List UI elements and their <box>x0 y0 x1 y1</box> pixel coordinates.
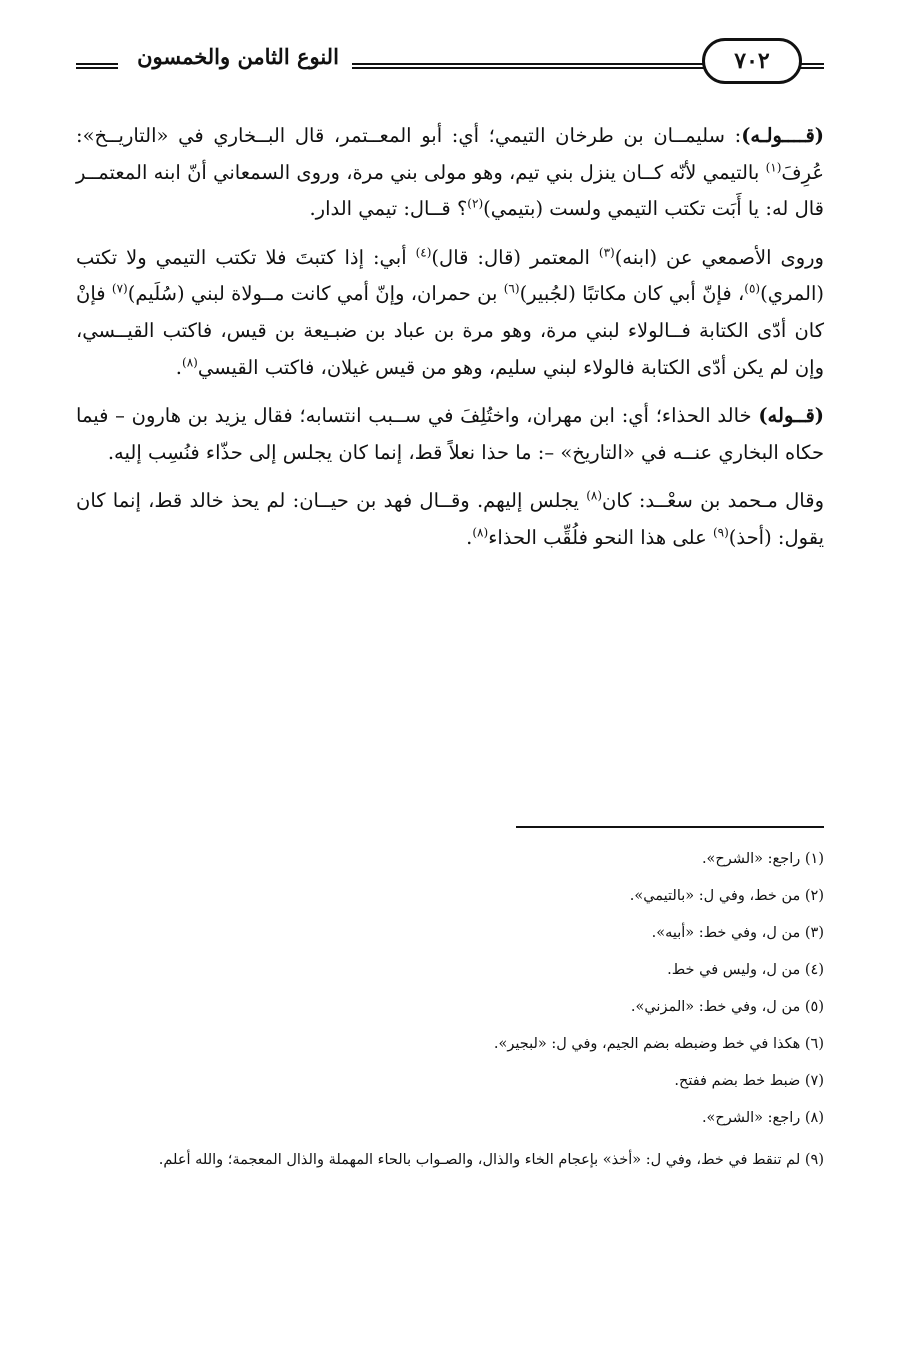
text-segment: بالتيمي لأنّه كــان ينزل بني تيم، وهو مولى بني مرة، وروى السمعاني أنّ ابنه المعتمــر قال له: يا أَبَت تكتب التيمي ولست (بتيمي) <box>76 160 824 221</box>
text-segment: يجلس إليهم. وقــال فهد بن حيــان: لم يحذ خالد قط، إنما كان يقول: (أحذ) <box>76 489 824 549</box>
section-title: النوع الثامن والخمسون <box>137 44 339 69</box>
text-segment: بن حمران، وإنّ أمي كانت مــولاة لبني (سُلَيم) <box>127 282 504 306</box>
text-segment: المعتمر (قال: قال) <box>431 245 599 269</box>
footnote-ref: (٥) <box>744 281 761 296</box>
footnote: (٦) هكذا في خط وضبطه بضم الجيم، وفي ل: «لبجير». <box>493 1036 824 1052</box>
text-segment: . <box>466 525 473 549</box>
footnote: (١) راجع: «الشرح». <box>701 851 824 867</box>
header-rule-right <box>800 63 824 69</box>
footnote: (٤) من ل، وليس في خط. <box>667 962 824 978</box>
footnote: (٢) من خط، وفي ل: «بالتيمي». <box>629 888 824 904</box>
lead-word: (قــوله) <box>758 404 824 428</box>
text-segment: على هذا النحو فلُقِّب الحذاء <box>488 525 713 549</box>
paragraph <box>76 118 824 228</box>
footnote-ref: (٨) <box>182 355 198 370</box>
text-segment: وروى الأصمعي عن (ابنه) <box>614 245 824 269</box>
footnote-ref: (١) <box>765 160 782 175</box>
text-segment: وقال مـحمد بن سعْــد: كان <box>602 489 824 513</box>
text-segment: . <box>175 355 182 379</box>
footnotes <box>76 846 824 1178</box>
paragraph <box>76 240 824 386</box>
main-text <box>76 118 824 569</box>
text-segment: : سليمــان بن طرخان التيمي؛ أي: أبو المعــتمر، قال البــخاري في «التاريــخ»: عُرِفَ <box>76 124 824 184</box>
footnote: (٣) من ل، وفي خط: «أبيه». <box>651 925 824 941</box>
text-segment: أبي: إذا كتبتَ فلا تكتب التيمي ولا تكتب (المري) <box>76 245 824 306</box>
footnote: (٩) لم تنقط في خط، وفي ل: «أخذ» بإعجام الخاء والذال، والصـواب بالحاء المهملة والذال المعجمة؛ والله أعلم. <box>158 1152 824 1168</box>
text-segment: ؟ قــال: تيمي الدار. <box>309 197 468 221</box>
header-rule <box>352 63 714 69</box>
footnote-ref: (٨) <box>472 525 489 540</box>
footnote: (٧) ضبط خط بضم ففتح. <box>674 1073 824 1089</box>
footnote-ref: (٨) <box>586 488 603 503</box>
footnote-ref: (٢) <box>467 196 484 211</box>
footnote: (٥) من ل، وفي خط: «المزني». <box>630 999 824 1015</box>
paragraph <box>76 483 824 556</box>
footnote: (٨) راجع: «الشرح». <box>701 1110 824 1126</box>
page-number: ٧٠٢ <box>702 38 802 84</box>
footnote-separator <box>516 826 824 828</box>
text-segment: فإنْ كان أدّى الكتابة فــالولاء لبني مرة، وهو مرة بن عباد بن ضبـيعة بن قيس، فاكتب القيــسي، وإن لم يكن أدّى الكتابة فالولاء لبني سليم، وهو من قيس غيلان، فاكتب القيسي <box>76 282 824 379</box>
text-segment: ، فإنّ أبي كان مكاتبًا (لجُبير) <box>519 282 745 306</box>
header-rule-left <box>76 63 118 69</box>
footnote-ref: (٤) <box>415 245 432 260</box>
footnote-ref: (٣) <box>598 245 615 260</box>
footnote-ref: (٧) <box>111 281 128 296</box>
text-segment: خالد الحذاء؛ أي: ابن مهران، واختُلِفَ في ســبب انتسابه؛ فقال يزيد بن هارون – فيما حكاه البخاري عنــه في «التاريخ» –: ما حذا نعلاً قط، إنما كان يجلس إلى حذّاء فنُسِب إليه. <box>76 404 824 464</box>
footnote-ref: (٩) <box>712 525 729 540</box>
lead-word: (قــــولـه) <box>741 124 824 147</box>
paragraph <box>76 398 824 471</box>
footnote-ref: (٦) <box>503 281 520 296</box>
